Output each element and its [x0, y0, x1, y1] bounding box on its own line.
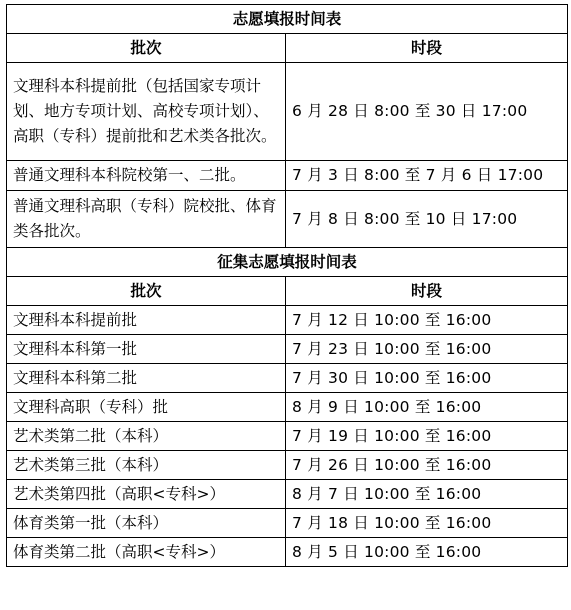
- table-row: [7, 335, 568, 364]
- batch-cell: 艺术类第四批（高职<专科>）: [7, 480, 286, 509]
- section-title-row: [7, 5, 568, 34]
- table-row: [7, 161, 568, 191]
- table2-header-batch: 批次: [7, 277, 286, 306]
- batch-cell: 普通文理科高职（专科）院校批、体育类各批次。: [7, 191, 286, 248]
- header-row: [7, 34, 568, 63]
- table2-header-period: 时段: [286, 277, 568, 306]
- table2-title: 征集志愿填报时间表: [7, 248, 568, 277]
- period-cell: 8 月 9 日 10:00 至 16:00: [286, 393, 568, 422]
- batch-cell: 文理科本科第二批: [7, 364, 286, 393]
- period-cell: 7 月 3 日 8:00 至 7 月 6 日 17:00: [286, 161, 568, 191]
- table1-header-batch: 批次: [7, 34, 286, 63]
- table-row: [7, 63, 568, 161]
- table-row: [7, 509, 568, 538]
- batch-cell: 普通文理科本科院校第一、二批。: [7, 161, 286, 191]
- batch-cell: 文理科本科提前批（包括国家专项计划、地方专项计划、高校专项计划）、高职（专科）提前批和艺术类各批次。: [7, 63, 286, 161]
- table-row: [7, 451, 568, 480]
- table-row: [7, 393, 568, 422]
- table1-title: 志愿填报时间表: [7, 5, 568, 34]
- period-cell: 7 月 12 日 10:00 至 16:00: [286, 306, 568, 335]
- period-cell: 7 月 8 日 8:00 至 10 日 17:00: [286, 191, 568, 248]
- schedule-table: [6, 4, 568, 567]
- period-cell: 7 月 18 日 10:00 至 16:00: [286, 509, 568, 538]
- period-cell: 7 月 26 日 10:00 至 16:00: [286, 451, 568, 480]
- batch-cell: 文理科本科提前批: [7, 306, 286, 335]
- section-title-row: [7, 248, 568, 277]
- table-row: [7, 191, 568, 248]
- table-row: [7, 480, 568, 509]
- batch-cell: 文理科本科第一批: [7, 335, 286, 364]
- batch-cell: 体育类第一批（本科）: [7, 509, 286, 538]
- period-cell: 8 月 5 日 10:00 至 16:00: [286, 538, 568, 567]
- table-row: [7, 538, 568, 567]
- batch-cell: 艺术类第二批（本科）: [7, 422, 286, 451]
- batch-cell: 体育类第二批（高职<专科>）: [7, 538, 286, 567]
- period-cell: 6 月 28 日 8:00 至 30 日 17:00: [286, 63, 568, 161]
- period-cell: 8 月 7 日 10:00 至 16:00: [286, 480, 568, 509]
- period-cell: 7 月 23 日 10:00 至 16:00: [286, 335, 568, 364]
- table-row: [7, 364, 568, 393]
- batch-cell: 艺术类第三批（本科）: [7, 451, 286, 480]
- batch-cell: 文理科高职（专科）批: [7, 393, 286, 422]
- table-row: [7, 422, 568, 451]
- table-row: [7, 306, 568, 335]
- table1-header-period: 时段: [286, 34, 568, 63]
- period-cell: 7 月 30 日 10:00 至 16:00: [286, 364, 568, 393]
- period-cell: 7 月 19 日 10:00 至 16:00: [286, 422, 568, 451]
- header-row: [7, 277, 568, 306]
